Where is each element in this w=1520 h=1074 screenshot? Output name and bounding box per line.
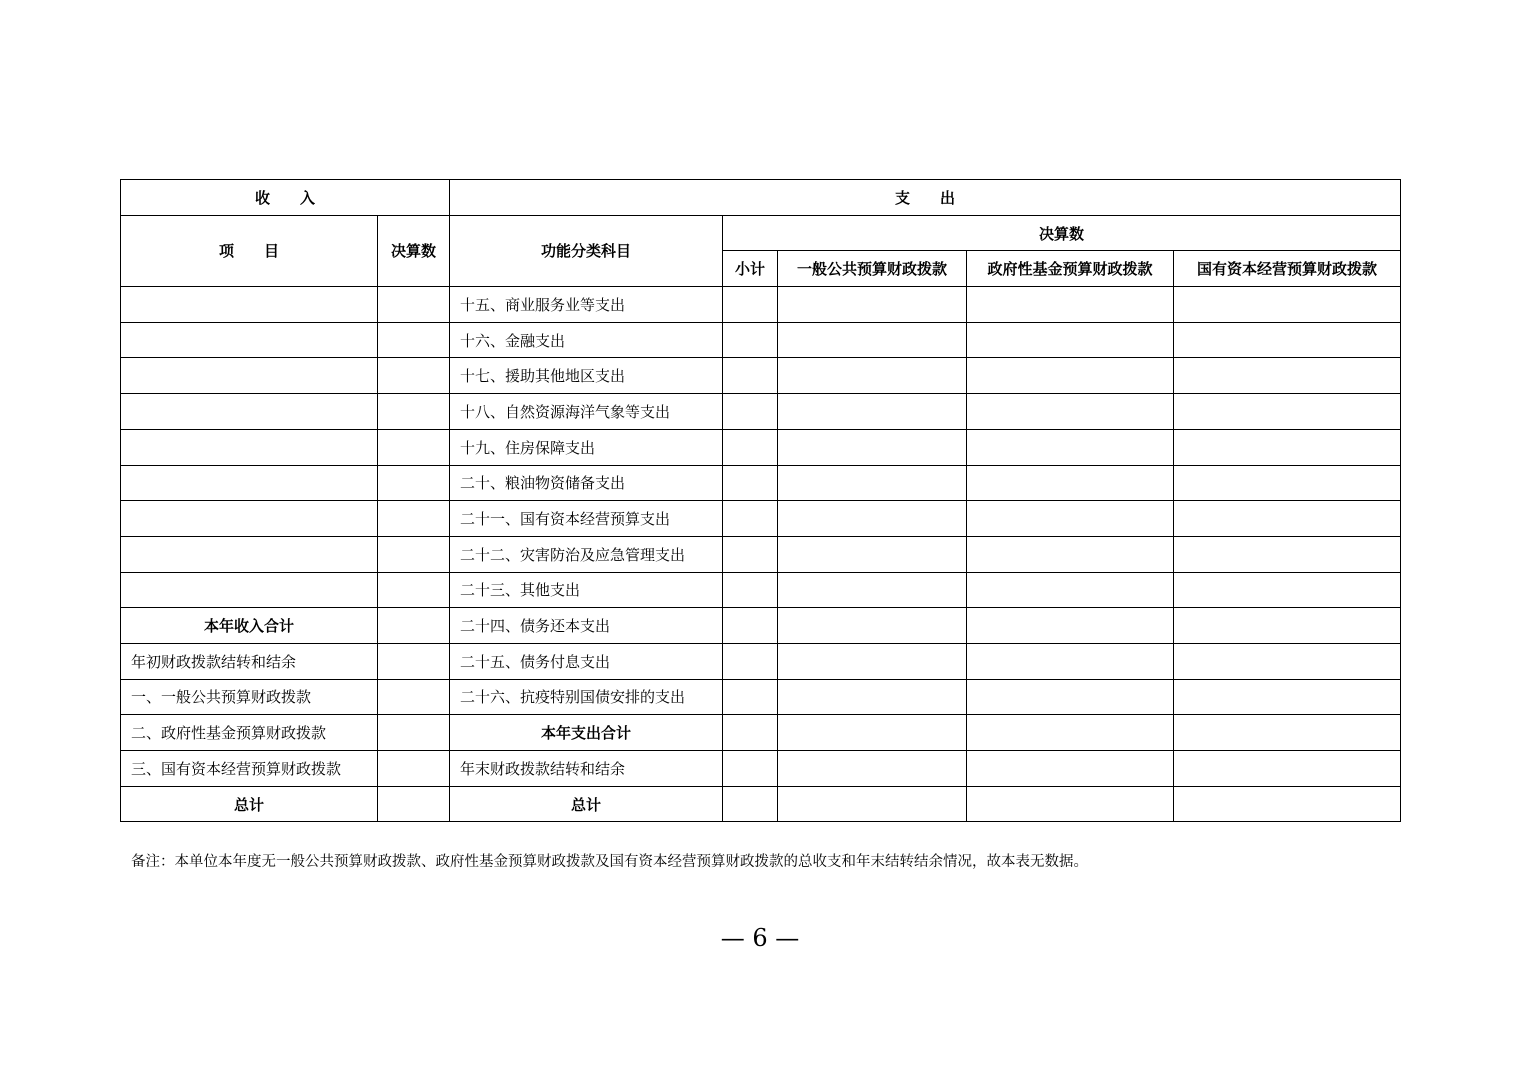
function-subject-cell: 十八、自然资源海洋气象等支出 bbox=[450, 394, 723, 430]
gov-fund-cell bbox=[967, 465, 1174, 501]
function-subject-cell: 二十二、灾害防治及应急管理支出 bbox=[450, 536, 723, 572]
income-amount-cell bbox=[378, 715, 450, 751]
income-amount-cell bbox=[378, 679, 450, 715]
function-subject-cell: 二十、粮油物资储备支出 bbox=[450, 465, 723, 501]
table-row bbox=[121, 501, 1401, 537]
income-item-cell bbox=[121, 394, 378, 430]
page-number: — 6 — bbox=[720, 924, 800, 952]
general-public-cell bbox=[778, 394, 967, 430]
function-subject-cell: 本年支出合计 bbox=[450, 715, 723, 751]
table-row bbox=[121, 429, 1401, 465]
general-public-cell bbox=[778, 715, 967, 751]
final-amount-header: 决算数 bbox=[723, 215, 1401, 251]
income-amount-cell bbox=[378, 643, 450, 679]
state-capital-cell bbox=[1174, 287, 1401, 323]
subtotal-cell bbox=[723, 394, 778, 430]
state-capital-cell bbox=[1174, 715, 1401, 751]
function-subject-cell: 十五、商业服务业等支出 bbox=[450, 287, 723, 323]
table-row bbox=[121, 608, 1401, 644]
income-amount-cell bbox=[378, 322, 450, 358]
gov-fund-cell bbox=[967, 429, 1174, 465]
income-item-cell: 一、一般公共预算财政拨款 bbox=[121, 679, 378, 715]
state-capital-cell bbox=[1174, 786, 1401, 822]
state-capital-cell bbox=[1174, 394, 1401, 430]
subtotal-cell bbox=[723, 786, 778, 822]
income-item-cell bbox=[121, 501, 378, 537]
table-row bbox=[121, 786, 1401, 822]
function-subject-cell: 十七、援助其他地区支出 bbox=[450, 358, 723, 394]
state-capital-cell bbox=[1174, 679, 1401, 715]
table-row bbox=[121, 751, 1401, 787]
general-public-cell bbox=[778, 608, 967, 644]
general-public-cell bbox=[778, 786, 967, 822]
gov-fund-cell bbox=[967, 572, 1174, 608]
state-capital-cell bbox=[1174, 501, 1401, 537]
income-item-cell bbox=[121, 429, 378, 465]
function-subject-cell: 二十四、债务还本支出 bbox=[450, 608, 723, 644]
general-public-cell bbox=[778, 358, 967, 394]
general-public-cell bbox=[778, 322, 967, 358]
subtotal-cell bbox=[723, 536, 778, 572]
gov-fund-header: 政府性基金预算财政拨款 bbox=[967, 251, 1174, 287]
table-row bbox=[121, 322, 1401, 358]
function-subject-cell: 年末财政拨款结转和结余 bbox=[450, 751, 723, 787]
table-row bbox=[121, 536, 1401, 572]
function-subject-cell: 二十五、债务付息支出 bbox=[450, 643, 723, 679]
table-row bbox=[121, 358, 1401, 394]
item-header: 项 目 bbox=[121, 215, 378, 286]
gov-fund-cell bbox=[967, 679, 1174, 715]
subtotal-cell bbox=[723, 679, 778, 715]
income-item-cell: 本年收入合计 bbox=[121, 608, 378, 644]
income-item-cell bbox=[121, 536, 378, 572]
general-public-cell bbox=[778, 501, 967, 537]
state-capital-cell bbox=[1174, 358, 1401, 394]
general-public-cell bbox=[778, 465, 967, 501]
income-amount-cell bbox=[378, 536, 450, 572]
state-capital-cell bbox=[1174, 465, 1401, 501]
gov-fund-cell bbox=[967, 358, 1174, 394]
gov-fund-cell bbox=[967, 501, 1174, 537]
table-row bbox=[121, 679, 1401, 715]
income-amount-cell bbox=[378, 394, 450, 430]
income-item-cell: 年初财政拨款结转和结余 bbox=[121, 643, 378, 679]
general-public-cell bbox=[778, 429, 967, 465]
subtotal-cell bbox=[723, 358, 778, 394]
state-capital-cell bbox=[1174, 536, 1401, 572]
state-capital-cell bbox=[1174, 643, 1401, 679]
general-public-cell bbox=[778, 679, 967, 715]
function-subject-cell: 二十三、其他支出 bbox=[450, 572, 723, 608]
general-public-cell bbox=[778, 572, 967, 608]
general-public-cell bbox=[778, 536, 967, 572]
gov-fund-cell bbox=[967, 751, 1174, 787]
income-amount-cell bbox=[378, 786, 450, 822]
subtotal-cell bbox=[723, 572, 778, 608]
state-capital-cell bbox=[1174, 608, 1401, 644]
income-amount-cell bbox=[378, 358, 450, 394]
general-public-cell bbox=[778, 287, 967, 323]
function-subject-cell: 总计 bbox=[450, 786, 723, 822]
gov-fund-cell bbox=[967, 322, 1174, 358]
income-item-cell bbox=[121, 465, 378, 501]
income-amount-cell bbox=[378, 287, 450, 323]
subtotal-cell bbox=[723, 643, 778, 679]
income-item-cell bbox=[121, 572, 378, 608]
income-item-cell bbox=[121, 287, 378, 323]
fiscal-appropriation-table bbox=[120, 179, 1401, 822]
gov-fund-cell bbox=[967, 643, 1174, 679]
table-note: 备注：本单位本年度无一般公共预算财政拨款、政府性基金预算财政拨款及国有资本经营预算财政拨款的总收支和年末结转结余情况，故本表无数据。 bbox=[131, 854, 1088, 870]
general-public-cell bbox=[778, 643, 967, 679]
subtotal-cell bbox=[723, 287, 778, 323]
income-header: 收 入 bbox=[121, 180, 450, 216]
header-row-1 bbox=[121, 180, 1401, 216]
state-capital-cell bbox=[1174, 429, 1401, 465]
subtotal-cell bbox=[723, 751, 778, 787]
table-row bbox=[121, 643, 1401, 679]
table-body bbox=[121, 287, 1401, 822]
subtotal-header: 小计 bbox=[723, 251, 778, 287]
income-amount-cell bbox=[378, 751, 450, 787]
function-subject-header: 功能分类科目 bbox=[450, 215, 723, 286]
gov-fund-cell bbox=[967, 608, 1174, 644]
gov-fund-cell bbox=[967, 786, 1174, 822]
gov-fund-cell bbox=[967, 536, 1174, 572]
function-subject-cell: 十六、金融支出 bbox=[450, 322, 723, 358]
gov-fund-cell bbox=[967, 715, 1174, 751]
general-public-header: 一般公共预算财政拨款 bbox=[778, 251, 967, 287]
state-capital-header: 国有资本经营预算财政拨款 bbox=[1174, 251, 1401, 287]
state-capital-cell bbox=[1174, 751, 1401, 787]
amount-header: 决算数 bbox=[378, 215, 450, 286]
table-row bbox=[121, 394, 1401, 430]
income-amount-cell bbox=[378, 465, 450, 501]
subtotal-cell bbox=[723, 715, 778, 751]
function-subject-cell: 十九、住房保障支出 bbox=[450, 429, 723, 465]
table-row bbox=[121, 572, 1401, 608]
income-amount-cell bbox=[378, 501, 450, 537]
subtotal-cell bbox=[723, 501, 778, 537]
table-row bbox=[121, 465, 1401, 501]
general-public-cell bbox=[778, 751, 967, 787]
state-capital-cell bbox=[1174, 572, 1401, 608]
subtotal-cell bbox=[723, 608, 778, 644]
subtotal-cell bbox=[723, 465, 778, 501]
income-amount-cell bbox=[378, 572, 450, 608]
income-item-cell: 二、政府性基金预算财政拨款 bbox=[121, 715, 378, 751]
income-item-cell bbox=[121, 358, 378, 394]
subtotal-cell bbox=[723, 322, 778, 358]
income-item-cell bbox=[121, 322, 378, 358]
income-item-cell: 三、国有资本经营预算财政拨款 bbox=[121, 751, 378, 787]
income-amount-cell bbox=[378, 608, 450, 644]
expense-header: 支 出 bbox=[450, 180, 1401, 216]
table-row bbox=[121, 287, 1401, 323]
subtotal-cell bbox=[723, 429, 778, 465]
header-row-2 bbox=[121, 215, 1401, 251]
table-row bbox=[121, 715, 1401, 751]
income-item-cell: 总计 bbox=[121, 786, 378, 822]
state-capital-cell bbox=[1174, 322, 1401, 358]
gov-fund-cell bbox=[967, 287, 1174, 323]
income-amount-cell bbox=[378, 429, 450, 465]
gov-fund-cell bbox=[967, 394, 1174, 430]
function-subject-cell: 二十六、抗疫特别国债安排的支出 bbox=[450, 679, 723, 715]
function-subject-cell: 二十一、国有资本经营预算支出 bbox=[450, 501, 723, 537]
